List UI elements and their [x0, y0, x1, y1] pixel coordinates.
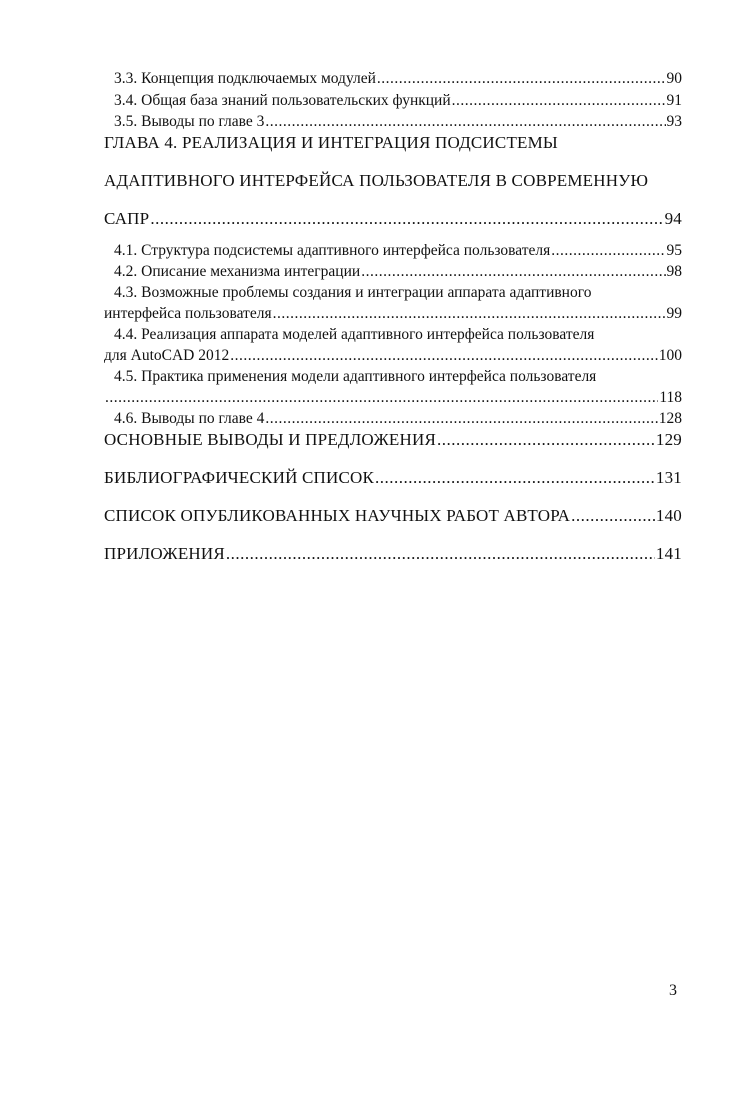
toc-entry-4-2: [104, 261, 682, 282]
toc-entry-page: 94: [664, 209, 682, 228]
toc-entry-publications: [104, 505, 682, 526]
toc-leader-dots: [437, 429, 655, 450]
toc-entry-title: 4.6. Выводы по главе 4: [114, 410, 265, 427]
toc-entry-title: ПРИЛОЖЕНИЯ: [104, 544, 225, 563]
toc-entry-4-4: [104, 324, 682, 366]
toc-leader-dots: [375, 467, 655, 488]
toc-entry-title: 3.5. Выводы по главе 3: [114, 113, 265, 130]
toc-leader-dots: [265, 408, 657, 429]
toc-entry-title-line2-row: [104, 387, 682, 408]
toc-entry-page: 100: [658, 347, 682, 364]
toc-entry-title-line1: 4.5. Практика применения модели адаптивного интерфейса пользователя: [114, 368, 597, 385]
toc-entry-title: БИБЛИОГРАФИЧЕСКИЙ СПИСОК: [104, 468, 375, 487]
toc-entry-title-line2-row: [104, 303, 682, 324]
toc-entry-page: 99: [666, 305, 682, 322]
toc-leader-dots: [361, 261, 665, 282]
toc-entry-title: 3.3. Концепция подключаемых модулей: [114, 70, 376, 87]
toc-entry-title-line2: интерфейса пользователя: [104, 305, 272, 322]
toc-entry-page: 91: [666, 92, 682, 109]
toc-entry-page: 90: [666, 70, 682, 87]
toc-entry-title: СПИСОК ОПУБЛИКОВАННЫХ НАУЧНЫХ РАБОТ АВТОРА: [104, 506, 571, 525]
toc-entry-4-1: [104, 240, 682, 261]
toc-chapter-title-line2: АДАПТИВНОГО ИНТЕРФЕЙСА ПОЛЬЗОВАТЕЛЯ В СОВРЕМЕННУЮ: [104, 171, 649, 190]
toc-entry-title-line1: 4.4. Реализация аппарата моделей адаптивного интерфейса пользователя: [114, 326, 595, 343]
toc-entry-page: 118: [659, 389, 682, 406]
toc-leader-dots: [230, 345, 658, 366]
toc-entry-title: 3.4. Общая база знаний пользовательских функций: [114, 92, 451, 109]
toc-leader-dots: [571, 505, 655, 526]
toc-entry-4-6: [104, 408, 682, 429]
toc-entry-4-3: [104, 282, 682, 324]
toc-leader-dots: [226, 543, 655, 564]
toc-entry-title-line2-row: [104, 345, 682, 366]
toc-entry-title-line1: 4.3. Возможные проблемы создания и интеграции аппарата адаптивного: [114, 284, 592, 301]
toc-entry-4-5: [104, 366, 682, 408]
toc-leader-dots: [265, 111, 665, 132]
toc-entry-3-3: [104, 68, 682, 89]
toc-entry-title: САПР: [104, 209, 150, 228]
toc-entry-page: 95: [666, 242, 682, 259]
toc-entry-page: 98: [666, 263, 682, 280]
toc-entry-page: 93: [666, 113, 682, 130]
toc-entry-title: 4.2. Описание механизма интеграции: [114, 263, 361, 280]
toc-leader-dots: [551, 240, 665, 261]
toc-entry-page: 141: [655, 544, 682, 563]
toc-entry-page: 131: [655, 468, 682, 487]
toc-entry-title: ОСНОВНЫЕ ВЫВОДЫ И ПРЕДЛОЖЕНИЯ: [104, 430, 436, 449]
toc-leader-dots: [452, 90, 666, 111]
toc-leader-dots: [150, 208, 663, 229]
toc-leader-dots: [273, 303, 666, 324]
toc-leader-dots: [377, 68, 666, 89]
toc-entry-title-line2: для AutoCAD 2012: [104, 347, 230, 364]
page-number: 3: [669, 982, 677, 999]
toc-entry-page: 129: [655, 430, 682, 449]
toc-entry-title: 4.1. Структура подсистемы адаптивного интерфейса пользователя: [114, 242, 551, 259]
toc-chapter-title-line1: ГЛАВА 4. РЕАЛИЗАЦИЯ И ИНТЕГРАЦИЯ ПОДСИСТЕМЫ: [104, 133, 558, 152]
table-of-contents: [104, 68, 682, 564]
toc-entry-page: 140: [655, 506, 682, 525]
toc-entry-3-4: [104, 90, 682, 111]
toc-chapter-title-line3: [104, 208, 682, 229]
toc-entry-appendices: [104, 543, 682, 564]
toc-entry-bibliography: [104, 467, 682, 488]
toc-chapter-4: [104, 132, 682, 229]
toc-entry-conclusions: [104, 429, 682, 450]
toc-entry-3-5: [104, 111, 682, 132]
toc-leader-dots: [105, 387, 658, 408]
toc-entry-page: 128: [658, 410, 682, 427]
